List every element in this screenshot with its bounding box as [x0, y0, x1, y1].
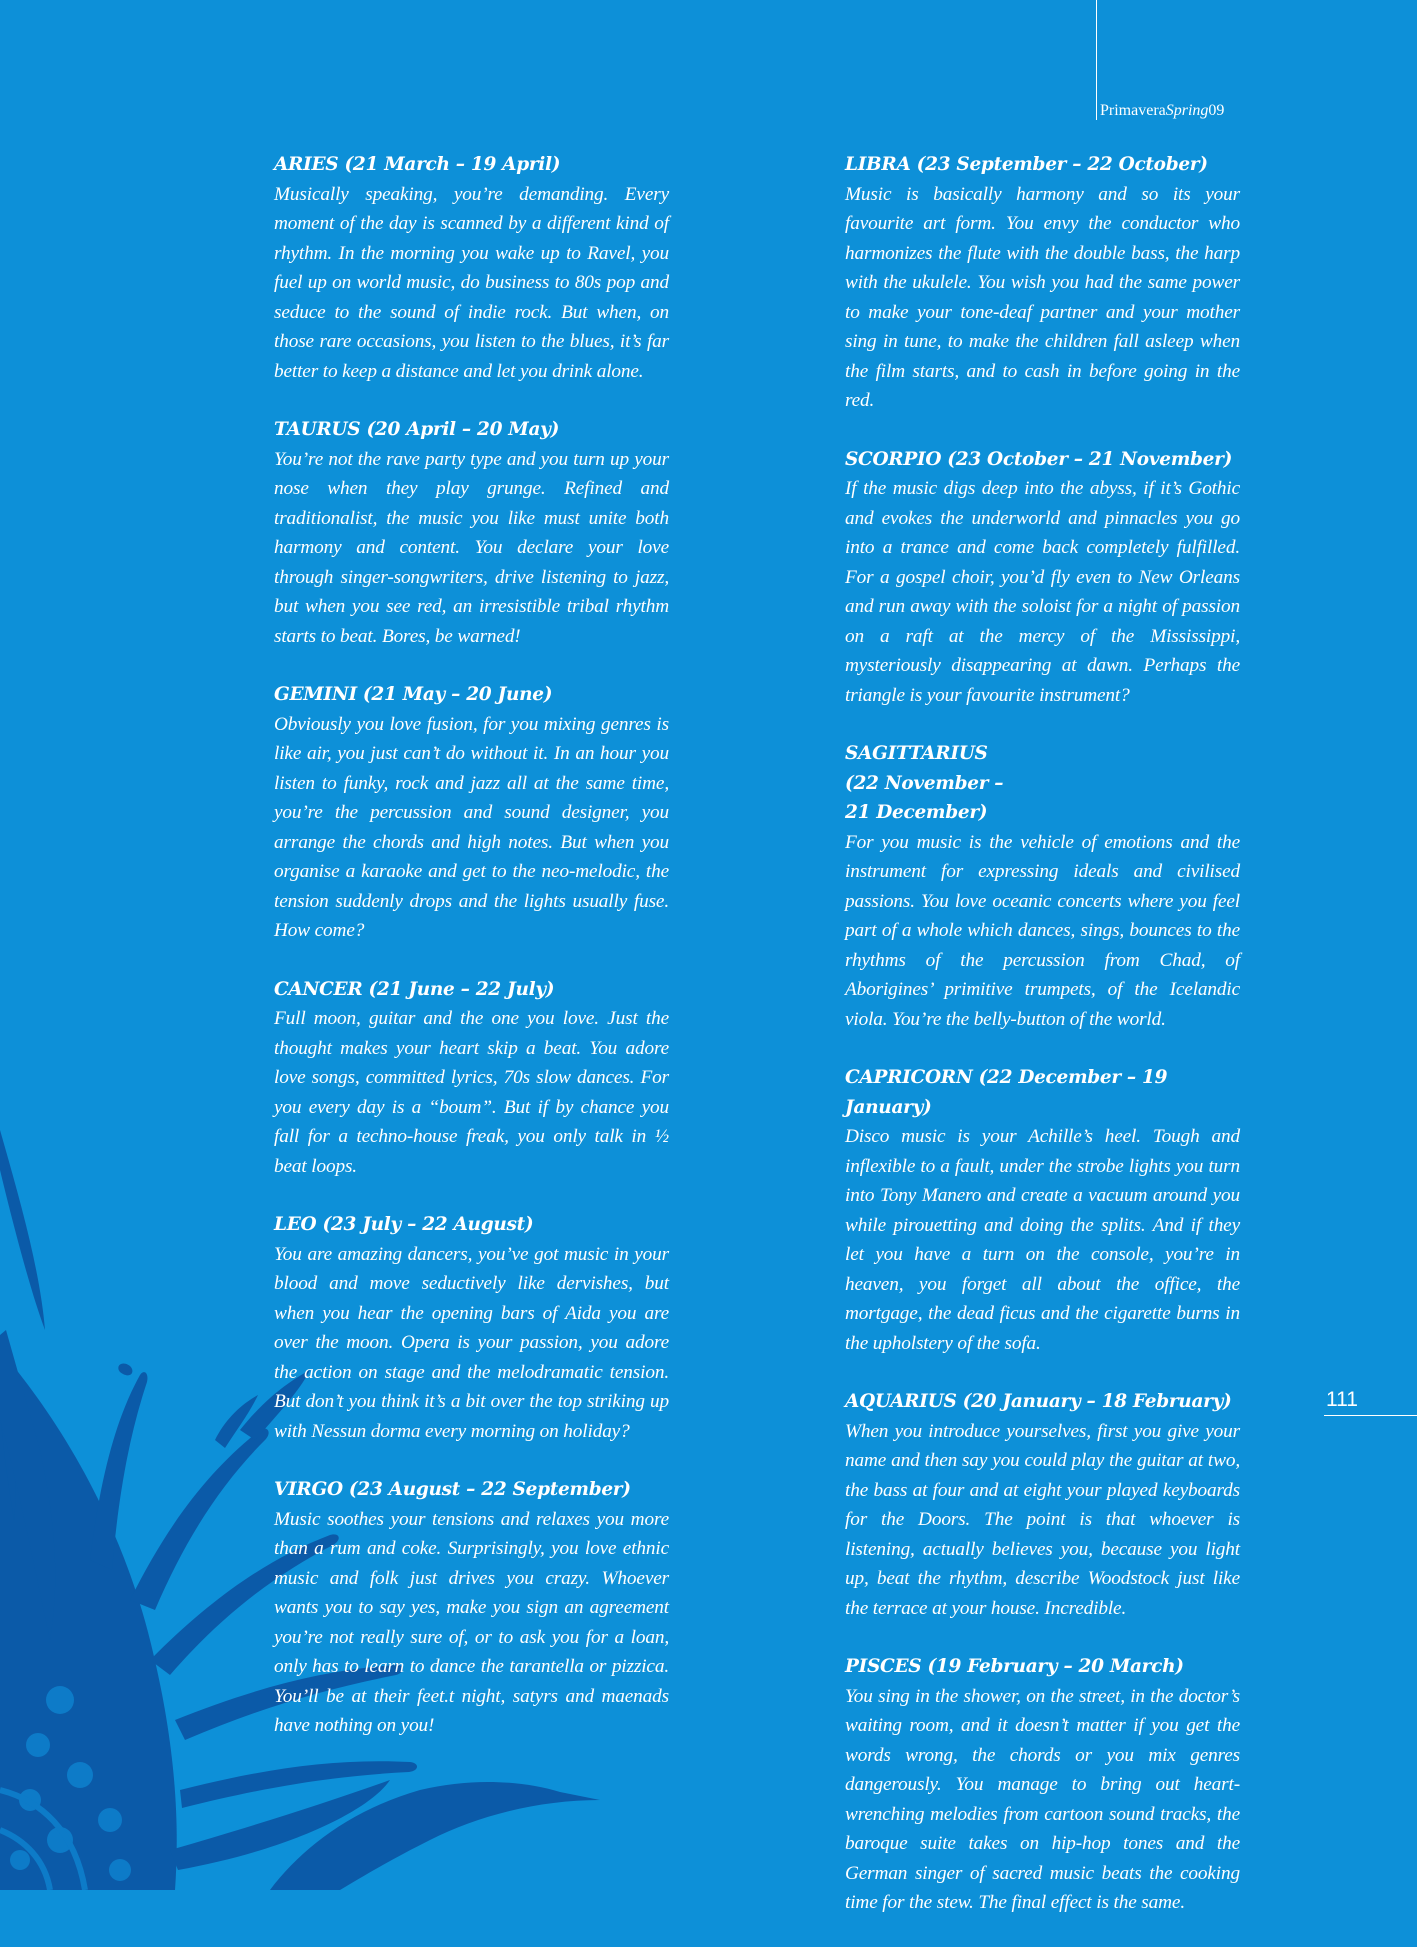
sign-title: TAURUS (20 April – 20 May) — [274, 419, 560, 440]
sign-text: You’re not the rave party type and you turn up your nose when they play grunge. Refined and traditionalist, the music you like must unite both harmony and content. You declare your love through singer-songwriters, drive listening to jazz, but when you see red, an irresistible tribal rhythm starts to beat. Bores, be warned! — [274, 448, 669, 647]
horoscope-libra — [845, 150, 1240, 416]
sign-text: Music soothes your tensions and relaxes you more than a rum and coke. Surprisingly, you love ethnic music and folk just drives you crazy. Whoever wants you to say yes, make you sign an agreement you’re not really sure of, or to ask you for a loan, only has to learn to dance the tarantella or pizzica. You’ll be at their feet.t night, satyrs and maenads have nothing on you! — [274, 1508, 669, 1736]
sign-text: If the music digs deep into the abyss, if it’s Gothic and evokes the underworld and pinnacles you go into a trance and come back completely fulfilled. For a gospel choir, you’d fly even to New Orleans and run away with the soloist for a night of passion on a raft at the mercy of the Mississippi, mysteriously disappearing at dawn. Perhaps the triangle is your favourite instrument? — [845, 478, 1240, 706]
left-column — [274, 150, 669, 1770]
page-number: 111 — [1326, 1388, 1358, 1411]
header-divider — [1096, 0, 1097, 120]
sign-text: When you introduce yourselves, first you give your name and then say you could play the guitar at two, the bass at four and at eight your played keyboards for the Doors. The point is that whoever is listening, actually believes you, because you light up, beat the rhythm, describe Woodstock just like the terrace at your house. Incredible. — [845, 1420, 1240, 1619]
sign-text: Obviously you love fusion, for you mixing genres is like air, you just can’t do without it. In an hour you listen to funky, rock and jazz all at the same time, you’re the percussion and sound designer, you arrange the chords and high notes. But when you organise a karaoke and get to the neo-melodic, the tension suddenly drops and the lights usually fuse. How come? — [274, 713, 669, 941]
horoscope-taurus — [274, 415, 669, 651]
sign-title: LEO (23 July – 22 August) — [274, 1214, 534, 1235]
sign-title: SCORPIO (23 October – 21 November) — [845, 448, 1233, 470]
horoscope-scorpio — [845, 445, 1240, 711]
sign-text: Full moon, guitar and the one you love. Just the thought makes your heart skip a beat. You adore love songs, committed lyrics, 70s slow dances. For you every day is a “boum”. But if by chance you fall for a techno-house freak, you only talk in ½ beat loops. — [274, 1008, 669, 1177]
sign-text: Music is basically harmony and so its your favourite art form. You envy the conductor who harmonizes the flute with the double bass, the harp with the ukulele. You wish you had the same power to make your tone-deaf partner and your mother sing in tune, to make the children fall asleep when the film starts, and to cash in before going in the red. — [845, 183, 1240, 411]
sign-text: Disco music is your Achille’s heel. Tough and inflexible to a fault, under the strobe lights you turn into Tony Manero and create a vacuum around you while pirouetting and doing the splits. And if they let you have a turn on the console, you’re in heaven, you forget all about the office, the mortgage, the dead ficus and the cigarette burns in the upholstery of the sofa. — [845, 1126, 1240, 1354]
horoscope-virgo — [274, 1475, 669, 1741]
sign-title: PISCES (19 February – 20 March) — [845, 1656, 1184, 1677]
sign-text: You sing in the shower, on the street, in the doctor’s waiting room, and it doesn’t matter if you get the words wrong, the chords or you mix genres dangerously. You manage to bring out heart-wrenching melodies from cartoon sound tracks, the baroque suite takes on hip-hop tones and the German singer of sacred music beats the cooking time for the stew. The final effect is the same. — [845, 1685, 1240, 1913]
sign-title: ARIES (21 March – 19 April) — [274, 154, 561, 175]
header-year: 09 — [1208, 102, 1225, 119]
right-column — [845, 150, 1240, 1947]
horoscope-capricorn — [845, 1063, 1240, 1358]
sign-title: VIRGO (23 August – 22 September) — [274, 1479, 631, 1500]
horoscope-leo — [274, 1210, 669, 1446]
sign-title: CANCER (21 June – 22 July) — [274, 978, 555, 1000]
sign-title: LIBRA (23 September – 22 October) — [845, 154, 1208, 175]
horoscope-cancer — [274, 975, 669, 1182]
sign-title: GEMINI (21 May – 20 June) — [274, 684, 553, 705]
horoscope-gemini — [274, 680, 669, 946]
sign-text: For you music is the vehicle of emotions and the instrument for expressing ideals and civilised passions. You love oceanic concerts where you feel part of a whole which dances, sings, bounces to the rhythms of the percussion from Chad, of Aborigines’ primitive trumpets, of the Icelandic viola. You’re the belly-button of the world. — [845, 831, 1240, 1030]
sign-title: CAPRICORN (22 December – 19 January) — [845, 1067, 1168, 1118]
horoscope-aquarius — [845, 1387, 1240, 1623]
horoscope-aries — [274, 150, 669, 386]
sign-title: SAGITTARIUS (22 November – 21 December) — [845, 743, 1004, 823]
header-prefix: Primavera — [1100, 102, 1166, 119]
sign-text: You are amazing dancers, you’ve got music in your blood and move seductively like dervishes, but when you hear the opening bars of Aida you are over the moon. Opera is your passion, you adore the action on stage and the melodramatic tension. But don’t you think it’s a bit over the top striking up with Nessun dorma every morning on holiday? — [274, 1243, 669, 1442]
sign-title: AQUARIUS (20 January – 18 February) — [845, 1391, 1232, 1412]
header-season: Spring — [1165, 102, 1209, 119]
horoscope-pisces — [845, 1652, 1240, 1918]
horoscope-sagittarius — [845, 739, 1240, 1034]
sign-text: Musically speaking, you’re demanding. Every moment of the day is scanned by a different kind of rhythm. In the morning you wake up to Ravel, you fuel up on world music, do business to 80s pop and seduce to the sound of indie rock. But when, on those rare occasions, you listen to the blues, it’s far better to keep a distance and let you drink alone. — [274, 183, 669, 382]
page-number-divider — [1324, 1415, 1417, 1416]
running-header — [1100, 102, 1224, 120]
